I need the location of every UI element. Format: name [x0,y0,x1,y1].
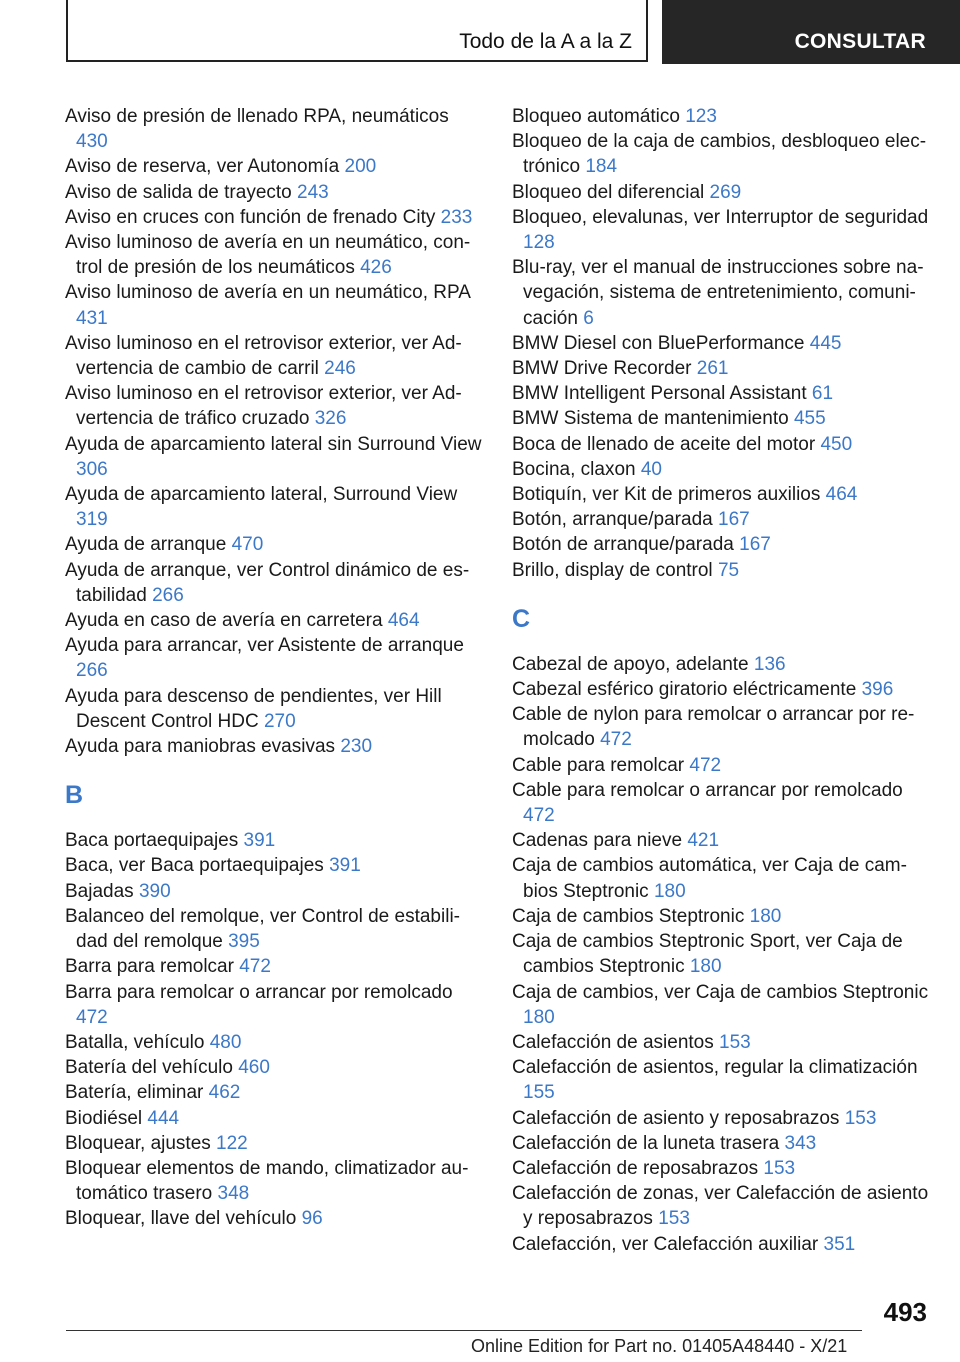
index-page-link[interactable]: 75 [717,559,740,581]
section-tab-label: Todo de la A a la Z [459,30,632,53]
index-entry-text: Bloqueo de la caja de cambios, desbloqueo electrónico [512,131,927,178]
index-entry-text: Cabezal de apoyo, adelante [512,653,749,675]
index-entry [65,904,485,954]
index-entry [65,828,485,853]
index-entry-text: Cable para remolcar [512,754,685,776]
index-entry [512,828,932,853]
index-entry [512,778,932,828]
index-entry-text: Cadenas para nieve [512,830,683,852]
index-page-link[interactable]: 266 [152,584,184,606]
index-entry [512,853,932,903]
index-entry-text: Batalla, vehículo [65,1031,205,1053]
index-entry-text: Caja de cambios Steptronic [512,905,745,927]
index-entry-text: Barra para remolcar o arrancar por remolcado [65,981,453,1003]
index-entry [65,879,485,904]
index-entry [65,954,485,979]
index-page-link[interactable]: 395 [228,931,260,953]
index-entry [512,1055,932,1105]
index-page-link[interactable]: 155 [523,1082,555,1104]
index-entry-text: Botiquín, ver Kit de primeros auxilios [512,484,821,506]
index-entry-text: BMW Sistema de mantenimiento [512,408,789,430]
index-page-link[interactable]: 167 [739,534,771,556]
index-page-link[interactable]: 184 [585,156,618,178]
index-entry-text: Boca de llenado de aceite del motor [512,433,816,455]
index-entry-text: Biodiésel [65,1107,143,1129]
index-entry-text: Caja de cambios automática, ver Caja de cambios Steptronic [512,855,907,902]
index-entry [65,608,485,633]
index-column-right [512,104,932,1257]
index-page-link[interactable]: 391 [243,830,276,852]
index-entry-text: Aviso luminoso en el retrovisor exterior, ver Advertencia de cambio de carril [65,332,462,380]
index-entry-text: Calefacción de reposabrazos [512,1157,759,1179]
index-page-link[interactable]: 470 [231,534,264,556]
index-entry [512,381,932,406]
index-entry [512,432,932,457]
index-entry [512,255,932,331]
index-entry [512,1030,932,1055]
index-entry-text: Ayuda para arrancar, ver Asistente de arranque [65,635,464,657]
index-page-link[interactable]: 472 [239,956,271,978]
edition-footer: Online Edition for Part no. 01405A48440 - X/21 [471,1336,848,1356]
index-entry [512,904,932,929]
index-entry [512,558,932,583]
index-page-link[interactable]: 261 [696,358,729,380]
index-page-link[interactable]: 40 [640,458,662,480]
index-page-link[interactable]: 180 [689,956,722,978]
index-letter-heading: B [65,781,84,810]
index-page-link[interactable]: 61 [811,383,834,405]
index-entry-text: Batería del vehículo [65,1057,233,1079]
index-entry [65,205,485,230]
index-entry [512,1181,932,1231]
index-page-link[interactable]: 396 [861,679,894,701]
index-entry-text: Caja de cambios, ver Caja de cambios Steptronic [512,981,929,1003]
index-entry-text: Ayuda de aparcamiento lateral, Surround View [65,484,458,506]
index-entry-text: Cable de nylon para remolcar o arrancar por remolcado [512,704,915,751]
index-entry [65,1080,485,1105]
index-page-link[interactable]: 450 [820,433,853,455]
chapter-tab-label: CONSULTAR [794,30,926,53]
index-entry-text: Aviso en cruces con función de frenado City [65,206,436,228]
index-entry-text: Botón, arranque/parada [512,509,713,531]
index-entry-text: Balanceo del remolque, ver Control de estabilidad del remolque [65,905,460,953]
index-page-link[interactable]: 243 [297,181,329,203]
chapter-tab[interactable] [662,0,960,64]
index-entry-text: Ayuda de arranque [65,534,227,556]
index-entry-text: Cabezal esférico giratorio eléctricamente [512,679,857,701]
index-page-link[interactable]: 464 [825,484,858,506]
index-entry [65,331,485,381]
index-page-link[interactable]: 462 [208,1082,241,1104]
index-page-link[interactable]: 480 [209,1031,242,1053]
index-entry [65,734,485,759]
index-entry-text: Ayuda en caso de avería en carretera [65,610,383,632]
index-entry-text: Calefacción de zonas, ver Calefacción de asiento y reposabrazos [512,1183,929,1230]
index-entry [65,381,485,431]
index-entry [512,180,932,205]
index-page-link[interactable]: 167 [718,509,750,531]
index-entry-text: Barra para remolcar [65,956,234,978]
index-column-left [65,104,485,1232]
index-entry-text: BMW Drive Recorder [512,358,692,380]
index-entry-text: Aviso de salida de trayecto [65,181,292,203]
index-page-link[interactable]: 180 [523,1006,555,1028]
index-page-link[interactable]: 200 [344,156,377,178]
index-page-link[interactable]: 153 [844,1107,877,1129]
index-entry [512,702,932,752]
index-page-link[interactable]: 464 [387,610,420,632]
index-entry [512,507,932,532]
index-entry-text: Bloquear, llave del vehículo [65,1208,297,1230]
index-page-link[interactable]: 348 [217,1183,250,1205]
index-page-link[interactable]: 391 [329,855,361,877]
index-entry [512,1156,932,1181]
index-entry [65,180,485,205]
index-entry-text: Bloqueo automático [512,106,680,127]
index-entry-text: Calefacción de asientos, regular la climatización [512,1057,918,1079]
index-entry [65,1206,485,1231]
index-entry-text: Ayuda para maniobras evasivas [65,736,336,758]
index-entry [512,753,932,778]
index-entry-text: Aviso de presión de llenado RPA, neumáticos [65,106,449,127]
page-number: 493 [883,1297,927,1327]
index-entry-text: Ayuda de arranque, ver Control dinámico de estabilidad [65,559,470,606]
index-entry-text: BMW Diesel con BluePerformance [512,332,805,354]
index-entry [65,482,485,532]
index-entry-text: Cable para remolcar o arrancar por remolcado [512,779,903,801]
index-entry [65,684,485,734]
index-entry-text: Baca portaequipajes [65,830,239,852]
index-entry [65,432,485,482]
index-page-link[interactable]: 153 [658,1208,690,1230]
index-page-link[interactable]: 460 [238,1057,270,1079]
index-entry [512,482,932,507]
index-entry [512,205,932,255]
index-entry [512,652,932,677]
index-entry-text: Aviso luminoso en el retrovisor exterior, ver Advertencia de tráfico cruzado [65,383,462,430]
index-page-link[interactable]: 153 [719,1031,751,1053]
index-entry-text: Calefacción, ver Calefacción auxiliar [512,1233,819,1255]
index-entry [65,230,485,280]
index-page-link[interactable]: 230 [340,736,373,758]
index-entry [512,457,932,482]
section-tab[interactable] [66,0,648,62]
index-entry [512,1106,932,1131]
index-entry-text: Botón de arranque/parada [512,534,734,556]
index-page-link[interactable]: 455 [793,408,826,430]
index-page-link[interactable]: 326 [314,408,347,430]
index-entry-text: Bloqueo del diferencial [512,181,705,203]
index-page-link[interactable]: 180 [653,880,686,902]
index-page-link[interactable]: 306 [76,458,108,480]
index-entry-text: Aviso de reserva, ver Autonomía [65,156,340,178]
index-page-link[interactable]: 472 [523,805,555,827]
index-page-link[interactable]: 426 [360,257,392,279]
index-entry [512,406,932,431]
index-page-link[interactable]: 270 [263,710,296,732]
index-page-link[interactable]: 96 [301,1208,323,1230]
index-page-link[interactable]: 319 [76,509,108,531]
index-page-link[interactable]: 6 [583,307,594,329]
index-entry [512,1232,932,1257]
index-letter-heading: C [512,604,531,633]
index-entry-text: Batería, eliminar [65,1082,204,1104]
index-entry [65,104,485,154]
index-entry-text: Calefacción de asiento y reposabrazos [512,1107,840,1129]
index-entry-text: Bloqueo, elevalunas, ver Interruptor de seguridad [512,206,929,228]
index-entry [65,280,485,330]
index-page-link[interactable]: 122 [216,1132,248,1154]
index-page-link[interactable]: 444 [147,1107,180,1129]
index-entry [65,1106,485,1131]
index-entry [512,356,932,381]
index-entry-text: Brillo, display de control [512,559,713,581]
index-page-link[interactable]: 123 [685,106,717,127]
index-entry-text: Bocina, claxon [512,458,636,480]
index-page-link[interactable]: 430 [76,131,108,153]
index-page-link[interactable]: 136 [753,653,786,675]
index-page-link[interactable]: 233 [440,206,473,228]
index-entry [65,853,485,878]
index-page-link[interactable]: 472 [600,729,632,751]
index-entry-text: Baca, ver Baca portaequipajes [65,855,324,877]
index-entry [65,154,485,179]
index-entry [512,104,932,129]
footer-divider [66,1330,862,1331]
page-header [0,0,960,66]
index-entry [512,929,932,979]
index-page-link[interactable]: 180 [749,905,782,927]
index-entry [65,1156,485,1206]
index-page-link[interactable]: 153 [763,1157,796,1179]
index-entry [65,980,485,1030]
index-page-link[interactable]: 421 [687,830,720,852]
index-page-link[interactable]: 246 [324,358,356,380]
index-page-link[interactable]: 472 [76,1006,108,1028]
index-entry [65,558,485,608]
index-entry-text: BMW Intelligent Personal Assistant [512,383,807,405]
index-entry [512,1131,932,1156]
index-entry-text: Bajadas [65,880,134,902]
index-entry [65,633,485,683]
index-entry-text: Aviso luminoso de avería en un neumático, RPA [65,282,470,304]
index-page-link[interactable]: 390 [138,880,171,902]
index-page-link[interactable]: 266 [76,660,108,682]
index-entry [65,1055,485,1080]
index-entry-text: Bloquear elementos de mando, climatizador automático trasero [65,1157,469,1205]
index-entry-text: Caja de cambios Steptronic Sport, ver Caja de cambios Steptronic [512,931,903,978]
index-entry-text: Calefacción de la luneta trasera [512,1132,780,1154]
index-page-link[interactable]: 351 [823,1233,856,1255]
index-entry-text: Aviso luminoso de avería en un neumático, control de presión de los neumáticos [65,232,471,279]
index-page-link[interactable]: 472 [689,754,722,776]
index-entry-text: Calefacción de asientos [512,1031,714,1053]
index-page-link[interactable]: 431 [76,307,108,329]
index-entry [65,1131,485,1156]
index-entry [65,1030,485,1055]
index-page-link[interactable]: 343 [784,1132,817,1154]
index-entry [512,129,932,179]
index-entry-text: Blu-ray, ver el manual de instrucciones sobre navegación, sistema de entretenimiento, comunicación [512,257,924,329]
index-entry-text: Ayuda para descenso de pendientes, ver Hill Descent Control HDC [65,685,442,732]
index-entry-text: Ayuda de aparcamiento lateral sin Surround View [65,433,482,455]
index-entry [512,532,932,557]
index-entry [65,532,485,557]
index-entry [512,331,932,356]
index-entry-text: Bloquear, ajustes [65,1132,211,1154]
index-page-link[interactable]: 128 [523,232,555,254]
index-entry [512,677,932,702]
index-page-link[interactable]: 445 [809,332,842,354]
index-page-link[interactable]: 269 [709,181,742,203]
index-entry [512,980,932,1030]
